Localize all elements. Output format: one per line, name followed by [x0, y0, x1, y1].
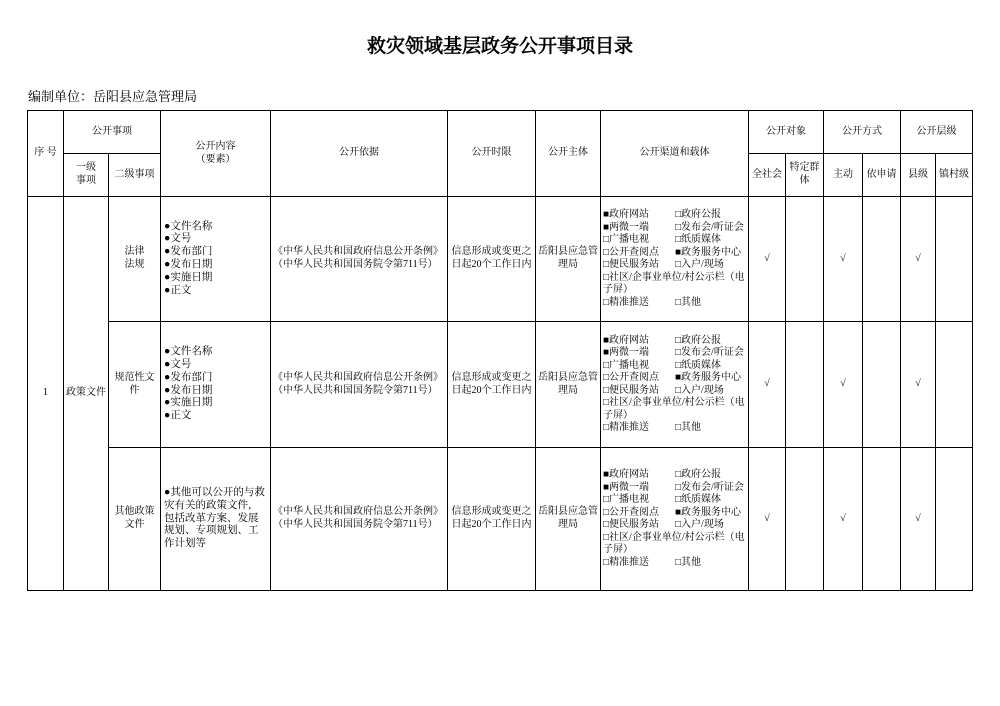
channel-option: □社区/企事业单位/村公示栏（电子屏）: [603, 397, 745, 421]
channel-option: □社区/企事业单位/村公示栏（电子屏）: [603, 271, 745, 295]
cell-audience-specific: [786, 322, 824, 448]
header-content: [161, 111, 271, 197]
channel-option: □发布会/听证会: [675, 347, 744, 358]
cell-basis: [271, 197, 448, 322]
content-element: ●其他可以公开的与救灾有关的政策文件，包括改革方案、发展规划、专项规划、工作计划等: [164, 487, 265, 550]
cell-method-active: √: [824, 197, 863, 322]
channel-option: ■政府网站: [603, 209, 650, 220]
cell-content: [161, 322, 271, 448]
channel-option: ■两微一端: [603, 347, 650, 358]
cell-level-county: √: [901, 448, 936, 591]
channel-option: ■政务服务中心: [675, 372, 742, 383]
cell-method-request: [863, 197, 901, 322]
header-content-sub: （要素）: [195, 153, 236, 165]
channel-option: □其他: [675, 422, 702, 433]
content-element: ●文号: [164, 358, 192, 370]
header-method-request: 依申请: [863, 154, 901, 197]
cell-audience-all: √: [749, 197, 786, 322]
channel-option: ■政府网站: [603, 334, 650, 346]
header-row: [28, 111, 973, 154]
cell-audience-specific: [786, 448, 824, 591]
channel-option: □精准推送: [603, 556, 650, 568]
cell-matter-l2: [109, 197, 161, 322]
header-seq: 序 号: [28, 111, 64, 197]
content-element: ●正文: [164, 410, 192, 422]
channel-list: [603, 469, 748, 569]
cell-time-limit: 信息形成或变更之日起20个工作日内: [448, 322, 536, 448]
channel-option: □公开查阅点: [603, 506, 660, 518]
content-element: ●发布部门: [164, 246, 213, 258]
table-row: [28, 197, 973, 322]
cell-level-county: √: [901, 197, 936, 322]
table-body: [28, 197, 973, 591]
channel-option: ■两微一端: [603, 481, 650, 493]
channel-option: □便民服务站: [603, 384, 660, 396]
header-subject: 公开主体: [536, 111, 601, 197]
matter-l2-label: 其他政策文件: [114, 506, 155, 530]
channel-option: □广播电视: [603, 359, 650, 371]
content-element: ●实施日期: [164, 397, 213, 409]
table-row: [28, 322, 973, 448]
cell-time-limit: 信息形成或变更之日起20个工作日内: [448, 197, 536, 322]
header-channel: 公开渠道和载体: [601, 111, 749, 197]
cell-seq: 1: [28, 197, 64, 591]
channel-option: □公开查阅点: [603, 372, 660, 383]
channel-list: [603, 335, 748, 435]
basis-text: 《中华人民共和国政府信息公开条例》（中华人民共和国国务院令第711号）: [273, 246, 443, 270]
channel-option: □政府公报: [675, 469, 722, 480]
channel-option: □广播电视: [603, 494, 650, 505]
cell-audience-all: √: [749, 322, 786, 448]
header-matter: 公开事项: [64, 111, 161, 154]
channel-option: □政府公报: [675, 209, 722, 220]
channel-option: □公开查阅点: [603, 246, 660, 258]
header-time-limit: 公开时限: [448, 111, 536, 197]
disclosure-table: [27, 110, 973, 591]
content-element: ●发布部门: [164, 371, 213, 383]
compiler-label: 编制单位：岳阳县应急管理局: [28, 89, 198, 104]
cell-level-county: √: [901, 322, 936, 448]
channel-option: □精准推送: [603, 296, 650, 308]
cell-time-limit: 信息形成或变更之日起20个工作日内: [448, 448, 536, 591]
cell-channels: [601, 448, 749, 591]
header-level: 公开层级: [901, 111, 973, 154]
cell-level-town: [936, 448, 973, 591]
content-element: ●发布日期: [164, 384, 213, 396]
cell-method-request: [863, 322, 901, 448]
header-matter-l1-label: 一级事项: [76, 162, 96, 186]
cell-method-request: [863, 448, 901, 591]
channel-option: □社区/企事业单位/村公示栏（电子屏）: [603, 531, 745, 555]
cell-matter-l2: [109, 448, 161, 591]
basis-text: 《中华人民共和国政府信息公开条例》（中华人民共和国国务院令第711号）: [273, 506, 443, 530]
channel-option: □入户/现场: [675, 259, 724, 270]
cell-content: [161, 448, 271, 591]
content-element: ●文号: [164, 233, 192, 245]
header-method: 公开方式: [824, 111, 901, 154]
header-matter-l2: 二级事项: [109, 154, 161, 197]
channel-option: □入户/现场: [675, 384, 724, 396]
content-element: ●实施日期: [164, 271, 213, 283]
cell-basis: [271, 322, 448, 448]
cell-matter-l1: 政策文件: [64, 197, 109, 591]
channel-option: ■政府网站: [603, 469, 650, 480]
channel-option: □纸质媒体: [675, 494, 722, 505]
channel-option: □精准推送: [603, 422, 650, 433]
cell-matter-l2: [109, 322, 161, 448]
channel-option: ■两微一端: [603, 221, 650, 233]
channel-option: □其他: [675, 556, 702, 568]
cell-subject: 岳阳县应急管理局: [536, 322, 601, 448]
cell-channels: [601, 322, 749, 448]
header-audience: 公开对象: [749, 111, 824, 154]
header-method-active: 主动: [824, 154, 863, 197]
page-title: 救灾领域基层政务公开事项目录: [366, 36, 633, 57]
channel-option: □纸质媒体: [675, 359, 722, 371]
cell-audience-specific: [786, 197, 824, 322]
content-element: ●文件名称: [164, 220, 213, 232]
channel-option: ■政务服务中心: [675, 506, 742, 518]
header-level-county: 县级: [901, 154, 936, 197]
cell-level-town: [936, 197, 973, 322]
cell-level-town: [936, 322, 973, 448]
channel-option: □发布会/听证会: [675, 221, 744, 233]
cell-basis: [271, 448, 448, 591]
cell-audience-all: √: [749, 448, 786, 591]
channel-option: ■政务服务中心: [675, 246, 742, 258]
cell-method-active: √: [824, 448, 863, 591]
channel-option: □发布会/听证会: [675, 481, 744, 493]
table-row: [28, 448, 973, 591]
content-element: ●文件名称: [164, 346, 213, 358]
matter-l2-label: 规范性文件: [114, 371, 155, 396]
content-element: ●发布日期: [164, 259, 213, 270]
table-header: [28, 111, 973, 197]
cell-subject: 岳阳县应急管理局: [536, 448, 601, 591]
channel-list: [603, 209, 748, 309]
header-basis: 公开依据: [271, 111, 448, 197]
channel-option: □政府公报: [675, 334, 722, 346]
cell-method-active: √: [824, 322, 863, 448]
channel-option: □纸质媒体: [675, 234, 722, 245]
channel-option: □其他: [675, 296, 702, 308]
channel-option: □便民服务站: [603, 259, 660, 270]
header-audience-all: 全社会: [749, 154, 786, 197]
matter-l2-label: 法律法规: [124, 246, 145, 270]
channel-option: □入户/现场: [675, 519, 724, 530]
header-level-town: 镇村级: [936, 154, 973, 197]
channel-option: □广播电视: [603, 234, 650, 245]
cell-subject: 岳阳县应急管理局: [536, 197, 601, 322]
basis-text: 《中华人民共和国政府信息公开条例》（中华人民共和国国务院令第711号）: [273, 371, 443, 396]
cell-channels: [601, 197, 749, 322]
header-matter-l1: [64, 154, 109, 197]
header-audience-specific: 特定群体: [786, 154, 824, 197]
content-element: ●正文: [164, 284, 192, 296]
cell-content: [161, 197, 271, 322]
channel-option: □便民服务站: [603, 519, 660, 530]
header-content-label: 公开内容: [195, 140, 236, 152]
